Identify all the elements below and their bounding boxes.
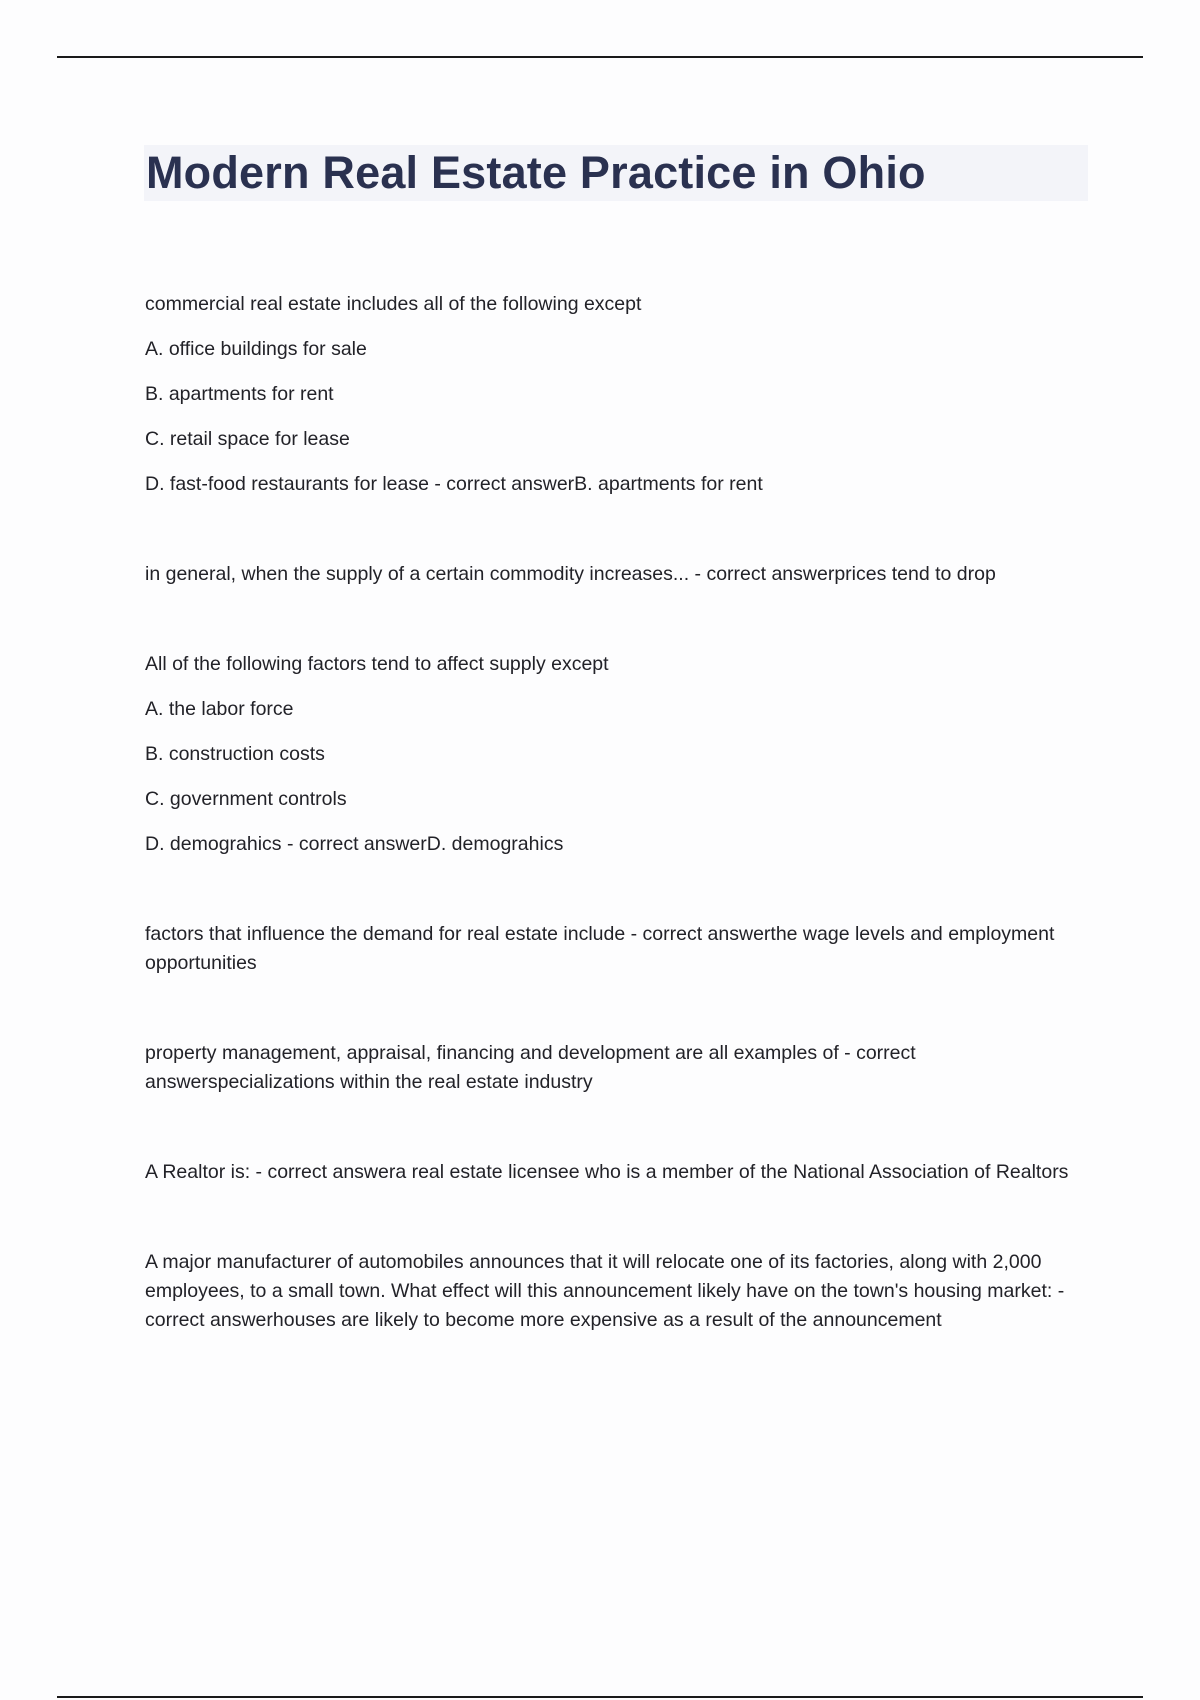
option-a: A. office buildings for sale bbox=[145, 338, 367, 360]
question-text: All of the following factors tend to affect supply except bbox=[145, 653, 609, 675]
question-with-answer: in general, when the supply of a certain commodity increases... - correct answerprices tend to drop bbox=[145, 563, 996, 585]
question-item-3 bbox=[145, 650, 1090, 859]
option-c: C. government controls bbox=[145, 788, 347, 810]
question-text: commercial real estate includes all of the following except bbox=[145, 293, 642, 315]
document-title: Modern Real Estate Practice in Ohio bbox=[146, 147, 926, 198]
option-d-with-answer: D. fast-food restaurants for lease - correct answerB. apartments for rent bbox=[145, 473, 763, 495]
bottom-rule bbox=[57, 1696, 1143, 1698]
option-d-with-answer: D. demograhics - correct answerD. demograhics bbox=[145, 833, 564, 855]
question-with-answer: A major manufacturer of automobiles announces that it will relocate one of its factories, along with 2,000 employees, to a small town. What effect will this announcement likely have on the town's housing market: - correct answerhouses are likely to become more expensive as a result of the announcement bbox=[145, 1251, 1065, 1331]
question-item-7 bbox=[145, 1248, 1090, 1335]
question-list bbox=[145, 290, 1090, 1396]
option-c: C. retail space for lease bbox=[145, 428, 350, 450]
question-with-answer: factors that influence the demand for real estate include - correct answerthe wage levels and employment opportunities bbox=[145, 923, 1055, 974]
question-item-2 bbox=[145, 560, 1090, 589]
question-item-1 bbox=[145, 290, 1090, 499]
top-rule bbox=[57, 56, 1143, 58]
question-with-answer: A Realtor is: - correct answera real estate licensee who is a member of the National Association of Realtors bbox=[145, 1161, 1069, 1183]
option-a: A. the labor force bbox=[145, 698, 294, 720]
question-with-answer: property management, appraisal, financing and development are all examples of - correct answerspecializations within the real estate industry bbox=[145, 1042, 916, 1093]
question-item-5 bbox=[145, 1039, 1090, 1097]
option-b: B. apartments for rent bbox=[145, 383, 334, 405]
question-item-4 bbox=[145, 920, 1090, 978]
option-b: B. construction costs bbox=[145, 743, 325, 765]
question-item-6 bbox=[145, 1158, 1090, 1187]
